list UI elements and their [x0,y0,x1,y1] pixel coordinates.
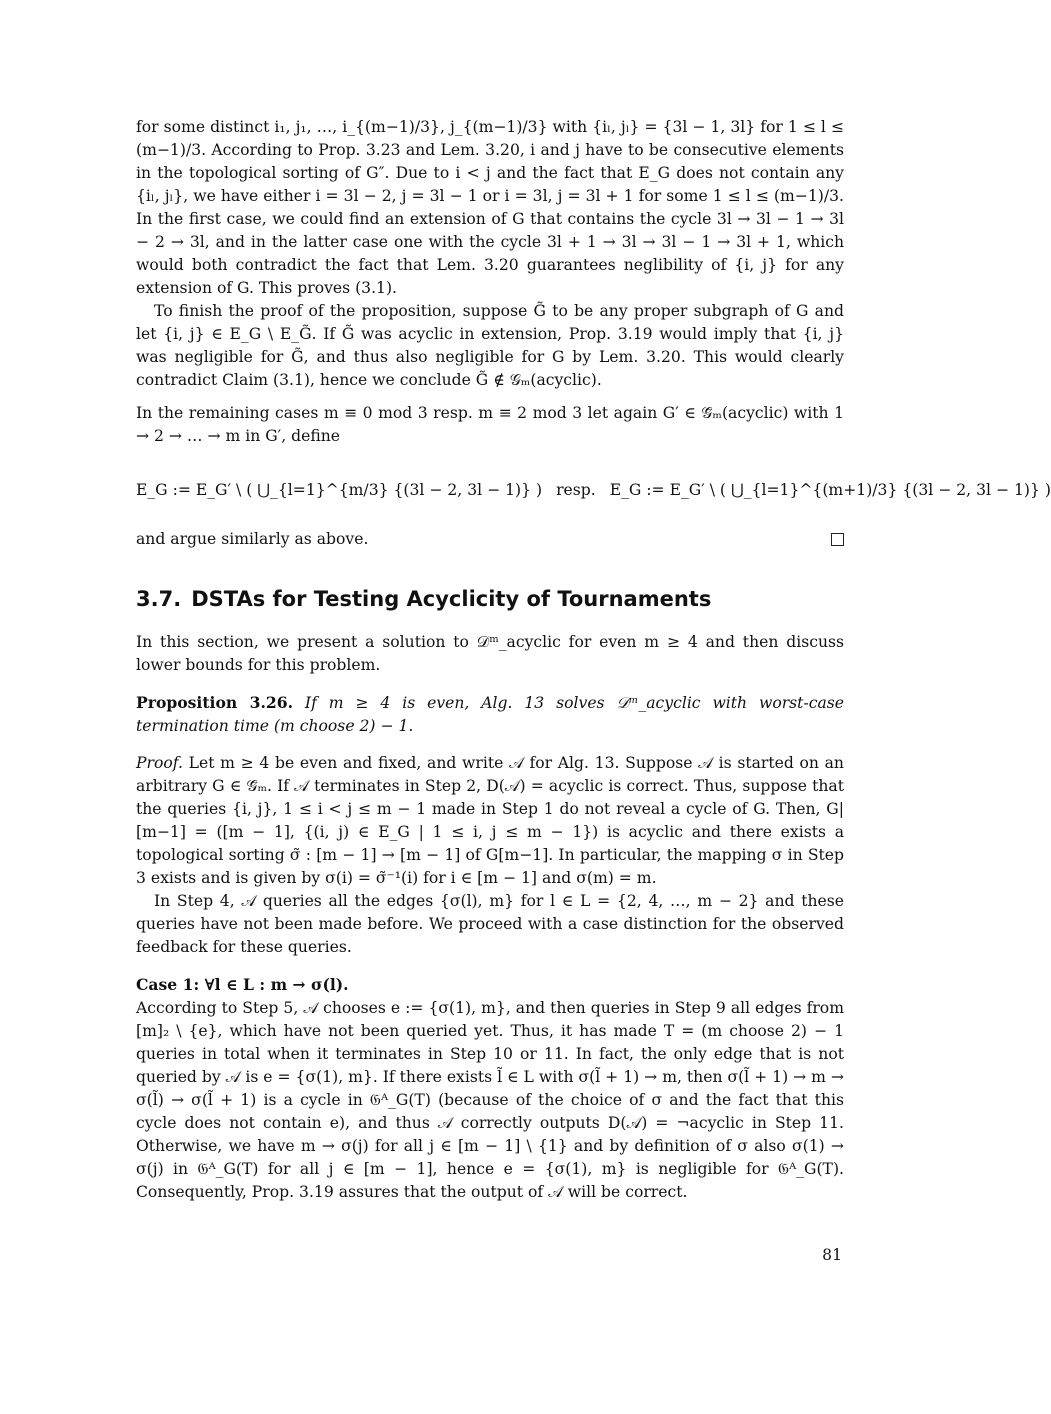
proposition [136,691,844,738]
section-title: DSTAs for Testing Acyclicity of Tournaments [191,587,712,611]
case-title-text: Case 1: ∀l ∈ L : m → σ(l). [136,975,349,994]
paragraph: and argue similarly as above. [136,530,369,548]
paragraph: To finish the proof of the proposition, suppose G̃ to be any proper subgraph of G and let {i, j} ∈ E_G \ E_G̃. If G̃ was acyclic in extension, Prop. 3.19 would imply that {i, j} was negligible for G̃, and thus also negligible for G by Lem. 3.20. This would clearly contradict Claim (3.1), hence we conclude G̃ ∉ 𝒢ₘ(acyclic). [136,302,844,389]
proof-end-row [136,528,844,551]
case-paragraph: According to Step 5, 𝒜 chooses e := {σ(1), m}, and then queries in Step 9 all edges from [m]₂ \ {e}, which have not been queried yet. Thus, it has made T = (m choose 2) − 1 queries in total when it terminates in Step 10 or 11. In fact, the only edge that is not queried by 𝒜 is e = {σ(1), m}. If there exists l̃ ∈ L with σ(l̃ + 1) → m, then σ(l̃ + 1) → m → σ(l̃) → σ(l̃ + 1) is a cycle in 𝔊ᴬ_G(T) (because of the choice of σ and the fact that this cycle does not contain e), and thus 𝒜 correctly outputs D(𝒜) = ¬acyclic in Step 11. Otherwise, we have m → σ(j) for all j ∈ [m − 1] \ {1} and by definition of σ also σ(1) → σ(j) in 𝔊ᴬ_G(T) for all j ∈ [m − 1], hence e = {σ(1), m} is negligible for 𝔊ᴬ_G(T). Consequently, Prop. 3.19 assures that the output of 𝒜 will be correct. [136,999,844,1201]
equation-resp: resp. [556,480,596,499]
page-content [136,116,1051,1204]
paragraph: for some distinct i₁, j₁, …, i_{(m−1)/3}, j_{(m−1)/3} with {iₗ, jₗ} = {3l − 1, 3l} for 1 ≤ l ≤ (m−1)/3. According to Prop. 3.23 and Lem. 3.20, i and j have to be consecutive elements in the topological sorting of G″. Due to i < j and the fact that E_G does not contain any {iₗ, jₗ}, we have either i = 3l − 2, j = 3l − 1 or i = 3l, j = 3l + 1 for some 1 ≤ l ≤ (m−1)/3. In the first case, we could find an extension of G that contains the cycle 3l → 3l − 1 → 3l − 2 → 3l, and in the latter case one with the cycle 3l + 1 → 3l → 3l − 1 → 3l + 1, which would both contradict the fact that Lem. 3.20 guarantees neglibility of {i, j} for any extension of G. This proves (3.1). [136,118,844,297]
proposition-label: Proposition 3.26. [136,693,293,712]
paragraph: In the remaining cases m ≡ 0 mod 3 resp. m ≡ 2 mod 3 let again G′ ∈ 𝒢̄ₘ(acyclic) with 1 → 2 → … → m in G′, define [136,404,844,445]
page-number: 81 [822,1246,842,1264]
section-intro: In this section, we present a solution to 𝒟ᵐ_acyclic for even m ≥ 4 and then discuss lower bounds for this problem. [136,633,844,674]
proposition-text: If m ≥ 4 is even, Alg. 13 solves 𝒟ᵐ_acyclic with worst-case termination time (m choose 2) − 1. [136,694,844,735]
proof-text: Let m ≥ 4 be even and fixed, and write 𝒜 for Alg. 13. Suppose 𝒜 is started on an arbitrary G ∈ 𝒢̄ₘ. If 𝒜 terminates in Step 2, D(𝒜) = acyclic is correct. Thus, suppose that the queries {i, j}, 1 ≤ i < j ≤ m − 1 made in Step 1 do not reveal a cycle of G. Then, G|[m−1] = ([m − 1], {(i, j) ∈ E_G | 1 ≤ i, j ≤ m − 1}) is acyclic and there exists a topological sorting σ̃ : [m − 1] → [m − 1] of G[m−1]. In particular, the mapping σ in Step 3 exists and is given by σ(i) = σ̃⁻¹(i) for i ∈ [m − 1] and σ(m) = m. [136,754,844,887]
equation-left: E_G := E_G′ \ ( ⋃_{l=1}^{m/3} {(3l − 2, 3l − 1)} ) [136,480,543,499]
equation-right: E_G := E_G′ \ ( ⋃_{l=1}^{(m+1)/3} {(3l − 2, 3l − 1)} ) [609,480,1051,499]
section-number: 3.7. [136,587,182,611]
proof-paragraph [136,752,844,890]
proof-label: Proof. [136,754,183,772]
case-title [136,973,844,997]
section-heading [136,585,844,613]
display-equation [136,460,1051,520]
proof-paragraph: In Step 4, 𝒜 queries all the edges {σ(l), m} for l ∈ L = {2, 4, …, m − 2} and these queries have not been made before. We proceed with a case distinction for the observed feedback for these queries. [136,892,844,956]
qed-icon [831,533,844,546]
